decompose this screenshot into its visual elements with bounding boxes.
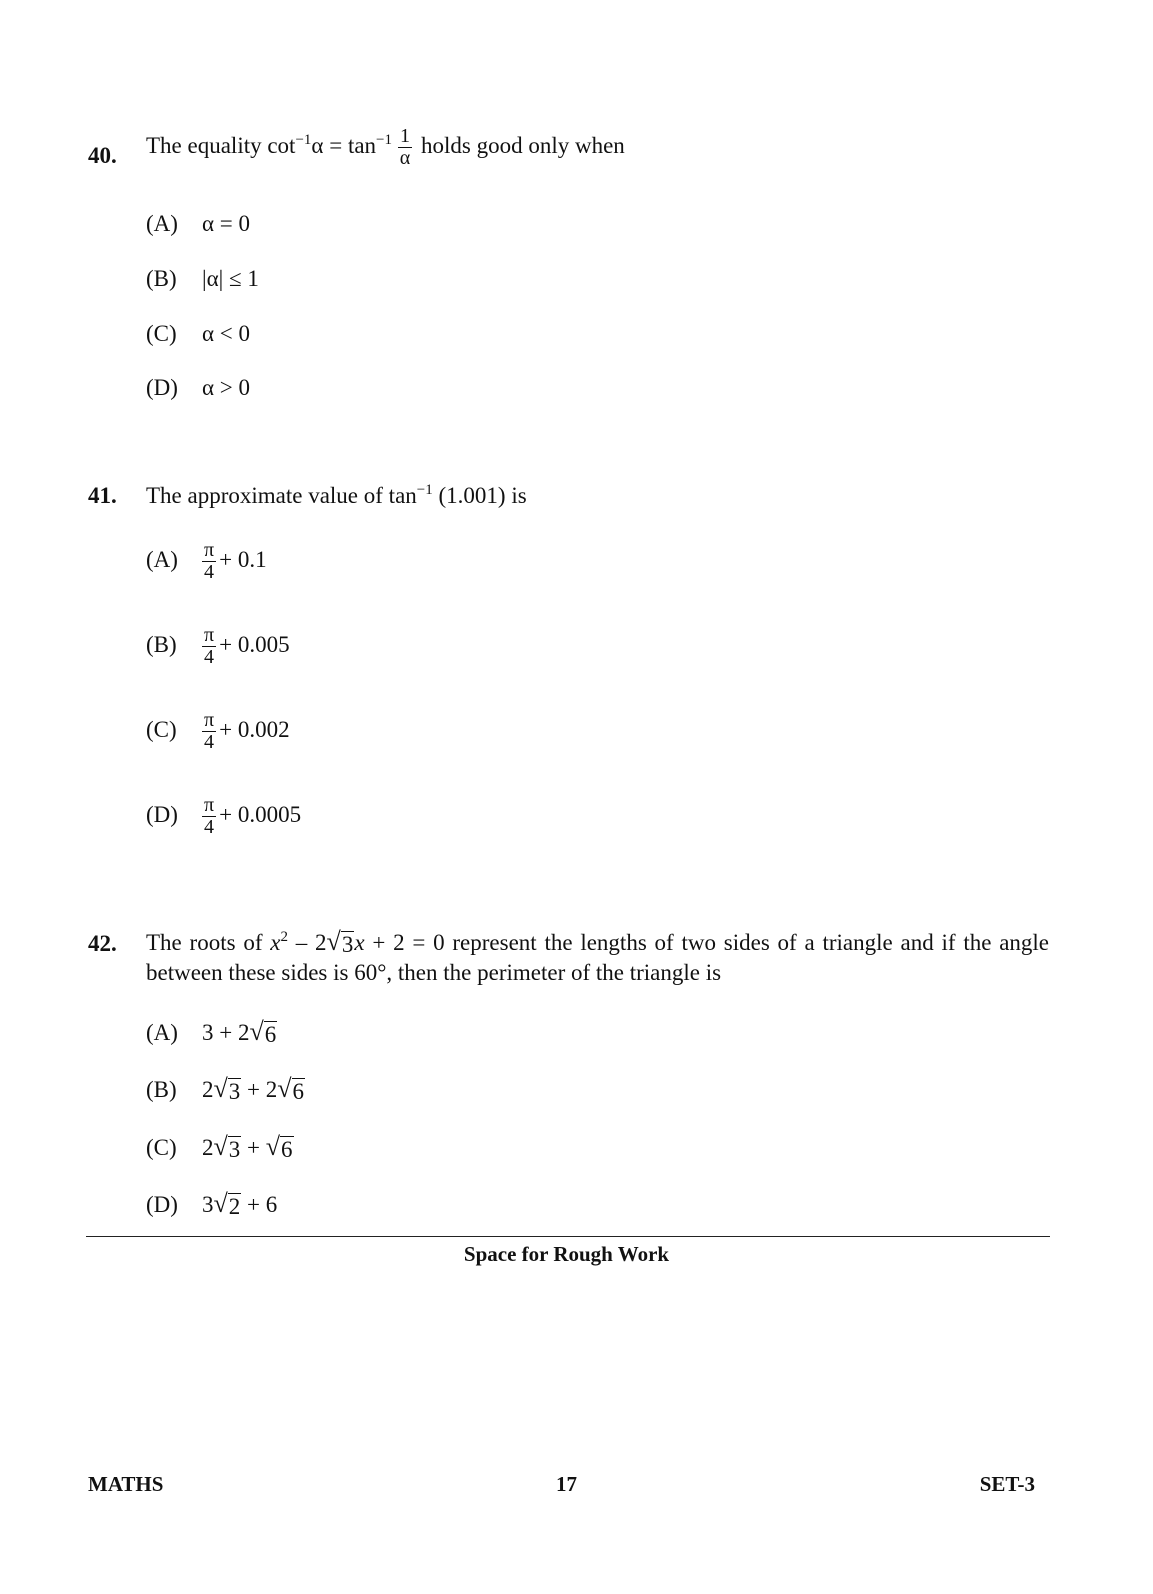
option-42-a	[146, 1017, 277, 1048]
radical	[277, 1076, 305, 1105]
radicand: 6	[292, 1079, 305, 1104]
radicand: 2	[228, 1194, 241, 1219]
superscript: −1	[295, 131, 312, 148]
stem-text: holds good only when	[421, 132, 625, 158]
option-text: 2	[202, 1135, 214, 1160]
denominator: 4	[204, 561, 215, 583]
fraction	[202, 795, 216, 838]
option-text: +	[241, 1135, 266, 1160]
question-number: 41.	[88, 483, 117, 508]
numerator: 1	[398, 126, 412, 148]
denominator: 4	[204, 731, 215, 753]
footer-subject: MATHS	[88, 1472, 164, 1496]
stem-text: The approximate value of tan	[146, 483, 417, 508]
option-40-a	[146, 208, 250, 239]
radical	[214, 1134, 242, 1163]
radical-sign: √	[265, 1132, 281, 1161]
option-label: (D)	[146, 801, 178, 827]
option-text: + 2	[241, 1077, 278, 1102]
stem-text: α = tan	[311, 132, 377, 158]
option-label: (D)	[146, 1192, 178, 1217]
radical	[327, 929, 355, 958]
radical-sign: √	[249, 1017, 264, 1046]
radical	[249, 1019, 277, 1048]
page-number: 17	[556, 1472, 577, 1496]
question-40	[88, 126, 1049, 169]
numerator: π	[204, 624, 215, 646]
option-42-b	[146, 1074, 305, 1105]
radicand: 3	[341, 932, 354, 957]
numerator: π	[204, 794, 215, 816]
option-40-d	[146, 372, 250, 403]
question-41	[88, 480, 1049, 511]
radical-sign: √	[213, 1132, 228, 1161]
fraction	[398, 126, 412, 169]
numerator: π	[204, 709, 215, 731]
radicand: 3	[228, 1079, 241, 1104]
radical-sign: √	[326, 927, 341, 956]
option-41-c	[146, 710, 290, 753]
radical-sign: √	[277, 1074, 292, 1103]
radical	[266, 1134, 294, 1163]
option-text: + 0.1	[219, 546, 267, 572]
option-label: (B)	[146, 631, 177, 657]
question-stem	[146, 126, 1049, 169]
stem-text: + 2 = 0 represent the lengths of two sides of a triangle and if the angle between these sides is 60°, then the perimeter of the triangle is	[146, 930, 1050, 986]
stem-text: (1.001) is	[432, 483, 527, 508]
rough-work-heading: Space for Rough Work	[463, 1242, 670, 1266]
option-label: (A)	[146, 546, 178, 572]
option-label: (C)	[146, 321, 177, 346]
fraction	[202, 625, 216, 668]
option-label: (C)	[146, 716, 177, 742]
radicand: 6	[264, 1022, 277, 1047]
option-text: 3 + 2	[202, 1020, 250, 1045]
numerator: π	[204, 539, 215, 561]
superscript: 2	[280, 929, 288, 945]
option-text: 2	[202, 1077, 214, 1102]
radical-sign: √	[213, 1189, 228, 1218]
option-text: α = 0	[202, 211, 251, 236]
option-text: α > 0	[202, 375, 251, 400]
radical-sign: √	[213, 1074, 228, 1103]
question-42	[88, 928, 1049, 989]
radical	[214, 1076, 242, 1105]
radical	[214, 1191, 242, 1220]
footer-set: SET-3	[979, 1472, 1035, 1496]
variable: x	[354, 930, 365, 955]
option-text: α < 0	[202, 321, 251, 346]
option-label: (B)	[146, 266, 177, 291]
question-stem	[146, 928, 1049, 989]
option-text: |α| ≤ 1	[202, 266, 259, 291]
question-stem	[146, 480, 1049, 511]
question-number: 40.	[88, 143, 117, 168]
divider	[86, 1236, 1050, 1237]
denominator: 4	[204, 646, 215, 668]
option-label: (D)	[146, 375, 178, 400]
option-42-c	[146, 1132, 294, 1163]
question-number: 42.	[88, 931, 117, 956]
option-label: (A)	[146, 211, 178, 236]
option-text: 3	[202, 1192, 214, 1217]
option-text: + 0.0005	[219, 801, 302, 827]
option-41-d	[146, 795, 301, 838]
option-text: + 0.002	[219, 716, 290, 742]
option-text: + 0.005	[219, 631, 290, 657]
option-40-c	[146, 318, 250, 349]
variable: x	[270, 930, 281, 955]
denominator: α	[399, 147, 411, 169]
fraction	[202, 540, 216, 583]
option-41-b	[146, 625, 290, 668]
superscript: −1	[376, 131, 393, 148]
radicand: 3	[228, 1137, 241, 1162]
radicand: 6	[281, 1137, 293, 1162]
stem-text: The roots of	[146, 930, 271, 955]
option-label: (A)	[146, 1020, 178, 1045]
option-label: (C)	[146, 1135, 177, 1160]
option-label: (B)	[146, 1077, 177, 1102]
superscript: −1	[416, 482, 433, 498]
fraction	[202, 710, 216, 753]
stem-text: The equality cot	[146, 132, 296, 158]
stem-text: – 2	[287, 930, 327, 955]
denominator: 4	[204, 816, 215, 838]
option-41-a	[146, 540, 267, 583]
option-40-b	[146, 263, 259, 294]
option-text: + 6	[241, 1192, 278, 1217]
option-42-d	[146, 1189, 277, 1220]
